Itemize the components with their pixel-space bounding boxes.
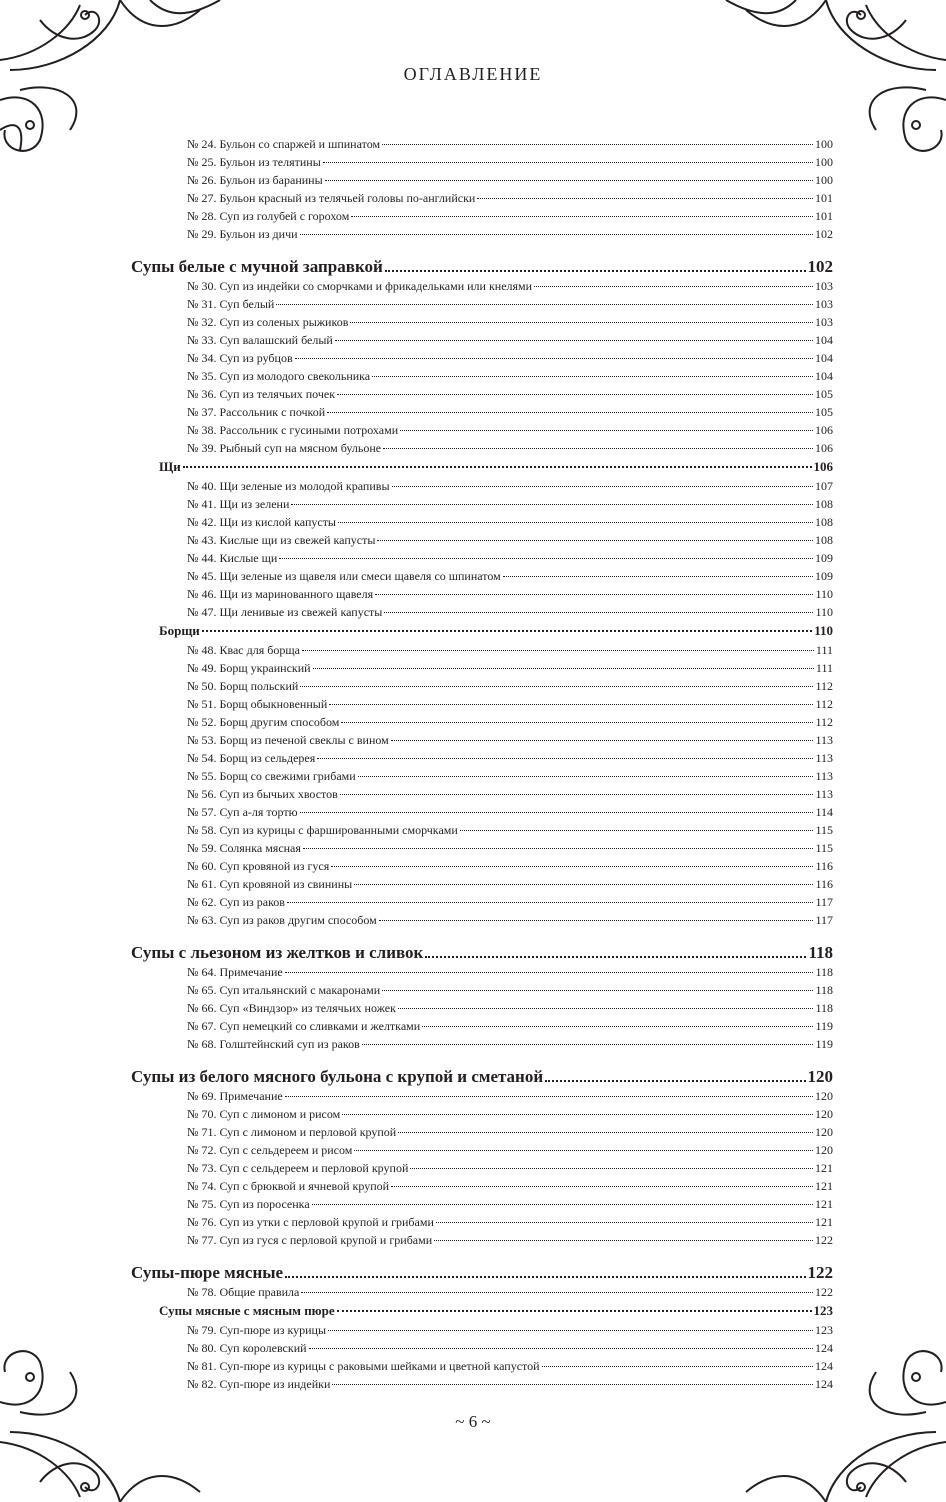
toc-entry-label: № 41. Щи из зелени [187, 497, 290, 511]
dot-leader [340, 794, 814, 795]
toc-entry-label: № 42. Щи из кислой капусты [187, 515, 336, 529]
toc-entry-page: 111 [815, 661, 833, 675]
dot-leader [372, 376, 813, 377]
toc-entry-label: Супы с льезоном из желтков и сливок [131, 943, 424, 962]
dot-leader [313, 668, 814, 669]
toc-entry-label: № 65. Суп итальянский с макаронами [187, 983, 381, 997]
toc-entry-label: № 48. Квас для борща [187, 643, 300, 657]
dot-leader [302, 650, 814, 651]
dot-leader [317, 758, 813, 759]
toc-entry-page: 116 [815, 859, 833, 873]
toc-entry[interactable] [131, 1037, 833, 1055]
toc-entry-page: 112 [815, 697, 833, 711]
toc-entry[interactable] [131, 751, 833, 769]
dot-leader [436, 1222, 813, 1223]
toc-entry-page: 119 [815, 1037, 833, 1051]
toc-entry[interactable] [131, 715, 833, 733]
toc-entry[interactable] [131, 441, 833, 459]
dot-leader [285, 1276, 805, 1278]
toc-entry-label: № 67. Суп немецкий со сливками и желтками [187, 1019, 421, 1033]
toc-entry[interactable] [131, 1323, 833, 1341]
toc-entry-label: № 73. Суп с сельдереем и перловой крупой [187, 1161, 409, 1175]
toc-entry-label: № 78. Общие правила [187, 1285, 300, 1299]
toc-entry[interactable] [131, 515, 833, 533]
toc-entry-label: Супы из белого мясного бульона с крупой и сметаной [131, 1067, 544, 1086]
toc-entry-label: № 46. Щи из маринованного щавеля [187, 587, 374, 601]
toc-entry[interactable] [131, 315, 833, 333]
toc-entry[interactable] [131, 697, 833, 715]
toc-entry-page: 115 [815, 823, 833, 837]
toc-entry-page: 122 [815, 1285, 833, 1299]
toc-entry[interactable] [131, 1161, 833, 1179]
toc-entry[interactable] [131, 227, 833, 245]
toc-entry-label: № 53. Борщ из печеной свеклы с вином [187, 733, 389, 747]
toc-entry-page: 113 [815, 769, 833, 783]
dot-leader [400, 430, 813, 431]
toc-entry-page: 106 [813, 459, 833, 474]
toc-entry-page: 119 [815, 1019, 833, 1033]
toc-entry-page: 102 [815, 227, 833, 241]
toc-entry[interactable] [131, 1359, 833, 1377]
toc-entry[interactable] [131, 661, 833, 679]
toc-entry-label: № 54. Борщ из сельдерея [187, 751, 316, 765]
dot-leader [300, 686, 813, 687]
dot-leader [338, 522, 813, 523]
toc-entry[interactable] [131, 1377, 833, 1395]
toc-entry-page: 113 [815, 751, 833, 765]
toc-entry-label: № 28. Суп из голубей с горохом [187, 209, 350, 223]
toc-entry[interactable] [131, 191, 833, 209]
toc-entry-page: 111 [815, 643, 833, 657]
toc-entry[interactable] [131, 137, 833, 155]
toc-entry-page: 115 [815, 841, 833, 855]
toc-entry[interactable] [131, 823, 833, 841]
toc-entry-page: 124 [815, 1341, 833, 1355]
toc-entry-page: 118 [815, 1001, 833, 1015]
table-of-contents [131, 137, 833, 1395]
toc-entry[interactable] [131, 895, 833, 913]
toc-entry-label: № 36. Суп из телячьих почек [187, 387, 336, 401]
dot-leader [354, 884, 813, 885]
dot-leader [377, 540, 813, 541]
toc-entry-page: 110 [815, 605, 833, 619]
toc-entry-label: № 29. Бульон из дичи [187, 227, 298, 241]
toc-entry[interactable] [131, 1143, 833, 1161]
toc-entry-page: 106 [815, 441, 833, 455]
toc-entry[interactable] [131, 1215, 833, 1233]
toc-section-heading[interactable] [131, 1255, 833, 1285]
toc-entry-label: № 68. Голштейнский суп из раков [187, 1037, 360, 1051]
dot-leader [341, 722, 813, 723]
toc-entry-page: 120 [815, 1143, 833, 1157]
toc-entry-page: 113 [815, 733, 833, 747]
toc-entry-label: № 64. Примечание [187, 965, 283, 979]
toc-entry-label: № 80. Суп королевский [187, 1341, 307, 1355]
toc-entry[interactable] [131, 841, 833, 859]
toc-entry-page: 112 [815, 715, 833, 729]
dot-leader [350, 322, 813, 323]
toc-entry[interactable] [131, 965, 833, 983]
page-title: ОГЛАВЛЕНИЕ [403, 64, 543, 84]
toc-section-heading[interactable] [131, 935, 833, 965]
toc-entry[interactable] [131, 351, 833, 369]
toc-entry-page: 108 [815, 515, 833, 529]
dot-leader [382, 144, 813, 145]
toc-entry-label: № 56. Суп из бычьих хвостов [187, 787, 338, 801]
toc-entry[interactable] [131, 155, 833, 173]
toc-entry[interactable] [131, 1089, 833, 1107]
dot-leader [276, 304, 813, 305]
dot-leader [303, 848, 814, 849]
toc-entry[interactable] [131, 533, 833, 551]
dot-leader [287, 902, 813, 903]
toc-entry-label: № 31. Суп белый [187, 297, 275, 311]
toc-entry-page: 121 [815, 1161, 833, 1175]
dot-leader [354, 1150, 813, 1151]
toc-entry[interactable] [131, 769, 833, 787]
toc-entry[interactable] [131, 387, 833, 405]
toc-entry-label: № 43. Кислые щи из свежей капусты [187, 533, 376, 547]
toc-entry-label: № 66. Суп «Виндзор» из телячьих ножек [187, 1001, 396, 1015]
toc-entry[interactable] [131, 859, 833, 877]
toc-entry[interactable] [131, 173, 833, 191]
toc-entry-page: 100 [815, 155, 833, 169]
toc-entry-label: № 52. Борщ другим способом [187, 715, 340, 729]
toc-entry-page: 124 [815, 1359, 833, 1373]
dot-leader [328, 1330, 813, 1331]
toc-entry-page: 121 [815, 1179, 833, 1193]
toc-entry-label: № 60. Суп кровяной из гуся [187, 859, 330, 873]
toc-entry-label: № 59. Солянка мясная [187, 841, 301, 855]
toc-entry[interactable] [131, 1179, 833, 1197]
toc-entry[interactable] [131, 983, 833, 1001]
dot-leader [362, 1044, 814, 1045]
toc-entry-label: № 26. Бульон из баранины [187, 173, 323, 187]
toc-entry-page: 118 [808, 943, 833, 962]
toc-entry[interactable] [131, 497, 833, 515]
dot-leader [301, 1292, 813, 1293]
toc-entry-page: 100 [815, 137, 833, 151]
dot-leader [382, 990, 813, 991]
toc-entry-label: № 37. Рассольник с почкой [187, 405, 326, 419]
dot-leader [542, 1366, 813, 1367]
toc-subsection-heading[interactable] [131, 1303, 833, 1323]
toc-entry[interactable] [131, 1341, 833, 1359]
dot-leader [312, 1204, 813, 1205]
dot-leader [534, 286, 813, 287]
dot-leader [477, 198, 813, 199]
dot-leader [332, 1384, 813, 1385]
dot-leader [300, 812, 814, 813]
toc-entry[interactable] [131, 1285, 833, 1303]
toc-entry-label: № 27. Бульон красный из телячьей головы по-английски [187, 191, 476, 205]
dot-leader [323, 162, 813, 163]
toc-entry[interactable] [131, 587, 833, 605]
toc-entry-page: 120 [807, 1067, 833, 1086]
toc-entry-page: 109 [815, 569, 833, 583]
toc-entry[interactable] [131, 297, 833, 315]
toc-entry-label: № 57. Суп а-ля тортю [187, 805, 298, 819]
toc-entry-page: 104 [815, 351, 833, 365]
toc-entry[interactable] [131, 805, 833, 823]
toc-section-heading[interactable] [131, 249, 833, 279]
dot-leader [358, 776, 814, 777]
dot-leader [337, 1310, 812, 1312]
dot-leader [392, 486, 813, 487]
toc-entry-label: № 45. Щи зеленые из щавеля или смеси щавеля со шпинатом [187, 569, 501, 583]
dot-leader [337, 394, 813, 395]
toc-entry-page: 120 [815, 1125, 833, 1139]
dot-leader [335, 340, 813, 341]
dot-leader [285, 1096, 813, 1097]
toc-entry-label: № 33. Суп валашский белый [187, 333, 333, 347]
toc-entry-page: 113 [815, 787, 833, 801]
toc-entry[interactable] [131, 479, 833, 497]
dot-leader [327, 412, 813, 413]
toc-entry-label: № 79. Суп-пюре из курицы [187, 1323, 327, 1337]
toc-entry-page: 104 [815, 333, 833, 347]
dot-leader [309, 1348, 813, 1349]
toc-subsection-heading[interactable] [131, 623, 833, 643]
toc-entry-label: № 51. Борщ обыкновенный [187, 697, 328, 711]
toc-entry-page: 118 [815, 983, 833, 997]
toc-entry[interactable] [131, 679, 833, 697]
toc-entry[interactable] [131, 877, 833, 895]
toc-entry-page: 107 [815, 479, 833, 493]
toc-entry-page: 102 [807, 257, 833, 276]
dot-leader [398, 1132, 813, 1133]
toc-entry[interactable] [131, 1233, 833, 1251]
toc-entry-label: № 82. Суп-пюре из индейки [187, 1377, 331, 1391]
toc-entry-page: 101 [815, 209, 833, 223]
dot-leader [331, 866, 813, 867]
dot-leader [325, 180, 813, 181]
dot-leader [383, 448, 813, 449]
toc-entry-label: № 25. Бульон из телятины [187, 155, 321, 169]
toc-entry-label: № 71. Суп с лимоном и перловой крупой [187, 1125, 397, 1139]
toc-entry-page: 108 [815, 533, 833, 547]
toc-entry[interactable] [131, 405, 833, 423]
toc-entry-label: № 70. Суп с лимоном и рисом [187, 1107, 341, 1121]
toc-entry-label: № 58. Суп из курицы с фаршированными сморчками [187, 823, 458, 837]
toc-entry-page: 114 [815, 805, 833, 819]
dot-leader [398, 1008, 814, 1009]
toc-entry-label: № 74. Суп с брюквой и ячневой крупой [187, 1179, 390, 1193]
toc-entry-label: № 50. Борщ польский [187, 679, 299, 693]
dot-leader [300, 234, 813, 235]
dot-leader [503, 576, 813, 577]
toc-entry-label: Супы-пюре мясные [131, 1263, 284, 1282]
toc-entry-label: № 49. Борщ украинский [187, 661, 311, 675]
dot-leader [285, 972, 814, 973]
toc-entry-page: 101 [815, 191, 833, 205]
toc-entry-page: 120 [815, 1107, 833, 1121]
toc-entry-page: 123 [815, 1323, 833, 1337]
dot-leader [391, 1186, 813, 1187]
toc-entry-page: 105 [815, 387, 833, 401]
toc-entry-page: 100 [815, 173, 833, 187]
dot-leader [545, 1080, 805, 1082]
dot-leader [425, 956, 806, 958]
dot-leader [342, 1114, 813, 1115]
toc-entry[interactable] [131, 605, 833, 623]
toc-entry[interactable] [131, 787, 833, 805]
toc-entry[interactable] [131, 1001, 833, 1019]
dot-leader [291, 504, 813, 505]
toc-entry[interactable] [131, 1125, 833, 1143]
toc-entry-page: 109 [815, 551, 833, 565]
toc-entry[interactable] [131, 913, 833, 931]
page-number: ~ 6 ~ [455, 1412, 491, 1431]
toc-entry-page: 117 [815, 913, 833, 927]
dot-leader [183, 466, 812, 468]
dot-leader [384, 612, 813, 613]
toc-entry-page: 122 [807, 1263, 833, 1282]
dot-leader [410, 1168, 813, 1169]
toc-entry-page: 118 [815, 965, 833, 979]
toc-entry-page: 103 [815, 279, 833, 293]
dot-leader [379, 920, 814, 921]
dot-leader [385, 270, 806, 272]
toc-entry-label: № 55. Борщ со свежими грибами [187, 769, 356, 783]
toc-entry-page: 104 [815, 369, 833, 383]
toc-entry-page: 121 [815, 1215, 833, 1229]
toc-entry-page: 103 [815, 297, 833, 311]
toc-section-heading[interactable] [131, 1059, 833, 1089]
toc-entry-label: № 44. Кислые щи [187, 551, 278, 565]
toc-entry-label: № 34. Суп из рубцов [187, 351, 293, 365]
toc-entry[interactable] [131, 369, 833, 387]
toc-entry-label: № 81. Суп-пюре из курицы с раковыми шейками и цветной капустой [187, 1359, 540, 1373]
toc-entry-label: Щи [159, 459, 181, 474]
toc-entry-label: № 63. Суп из раков другим способом [187, 913, 377, 927]
toc-entry-label: № 38. Рассольник с гусиными потрохами [187, 423, 399, 437]
toc-entry-label: № 39. Рыбный суп на мясном бульоне [187, 441, 382, 455]
toc-entry-label: Супы мясные с мясным пюре [159, 1303, 335, 1318]
toc-entry[interactable] [131, 551, 833, 569]
toc-entry-page: 120 [815, 1089, 833, 1103]
toc-entry-page: 117 [815, 895, 833, 909]
toc-entry-label: № 62. Суп из раков [187, 895, 285, 909]
toc-entry-label: № 40. Щи зеленые из молодой крапивы [187, 479, 390, 493]
toc-entry-page: 106 [815, 423, 833, 437]
toc-entry[interactable] [131, 423, 833, 441]
toc-entry-label: № 77. Суп из гуся с перловой крупой и грибами [187, 1233, 433, 1247]
toc-entry[interactable] [131, 569, 833, 587]
toc-entry[interactable] [131, 643, 833, 661]
toc-entry-page: 110 [814, 623, 833, 638]
toc-entry[interactable] [131, 209, 833, 227]
toc-entry-page: 121 [815, 1197, 833, 1211]
toc-entry-page: 122 [815, 1233, 833, 1247]
toc-entry[interactable] [131, 279, 833, 297]
toc-entry-page: 105 [815, 405, 833, 419]
dot-leader [351, 216, 813, 217]
dot-leader [295, 358, 813, 359]
toc-entry-page: 110 [815, 587, 833, 601]
toc-entry-label: № 24. Бульон со спаржей и шпинатом [187, 137, 381, 151]
toc-entry[interactable] [131, 1019, 833, 1037]
toc-entry-label: № 32. Суп из соленых рыжиков [187, 315, 349, 329]
dot-leader [375, 594, 813, 595]
toc-subsection-heading[interactable] [131, 459, 833, 479]
dot-leader [422, 1026, 813, 1027]
toc-entry-page: 124 [815, 1377, 833, 1391]
toc-entry[interactable] [131, 1107, 833, 1125]
toc-entry-page: 103 [815, 315, 833, 329]
toc-entry-label: № 61. Суп кровяной из свинины [187, 877, 353, 891]
dot-leader [279, 558, 813, 559]
toc-entry-page: 116 [815, 877, 833, 891]
toc-entry-label: № 76. Суп из утки с перловой крупой и грибами [187, 1215, 434, 1229]
toc-entry-label: № 69. Примечание [187, 1089, 283, 1103]
toc-entry[interactable] [131, 1197, 833, 1215]
toc-entry-page: 112 [815, 679, 833, 693]
toc-entry-label: № 30. Суп из индейки со сморчками и фрикадельками или кнелями [187, 279, 533, 293]
dot-leader [329, 704, 813, 705]
dot-leader [202, 630, 812, 632]
toc-entry-label: № 75. Суп из поросенка [187, 1197, 310, 1211]
toc-entry[interactable] [131, 733, 833, 751]
toc-entry-page: 123 [813, 1303, 833, 1318]
toc-entry-label: № 72. Суп с сельдереем и рисом [187, 1143, 353, 1157]
dot-leader [434, 1240, 813, 1241]
toc-entry-label: Борщи [159, 623, 200, 638]
toc-entry-label: № 47. Щи ленивые из свежей капусты [187, 605, 383, 619]
toc-entry-label: № 35. Суп из молодого свекольника [187, 369, 371, 383]
dot-leader [460, 830, 814, 831]
toc-entry[interactable] [131, 333, 833, 351]
dot-leader [391, 740, 814, 741]
toc-entry-label: Супы белые с мучной заправкой [131, 257, 383, 276]
toc-entry-page: 108 [815, 497, 833, 511]
